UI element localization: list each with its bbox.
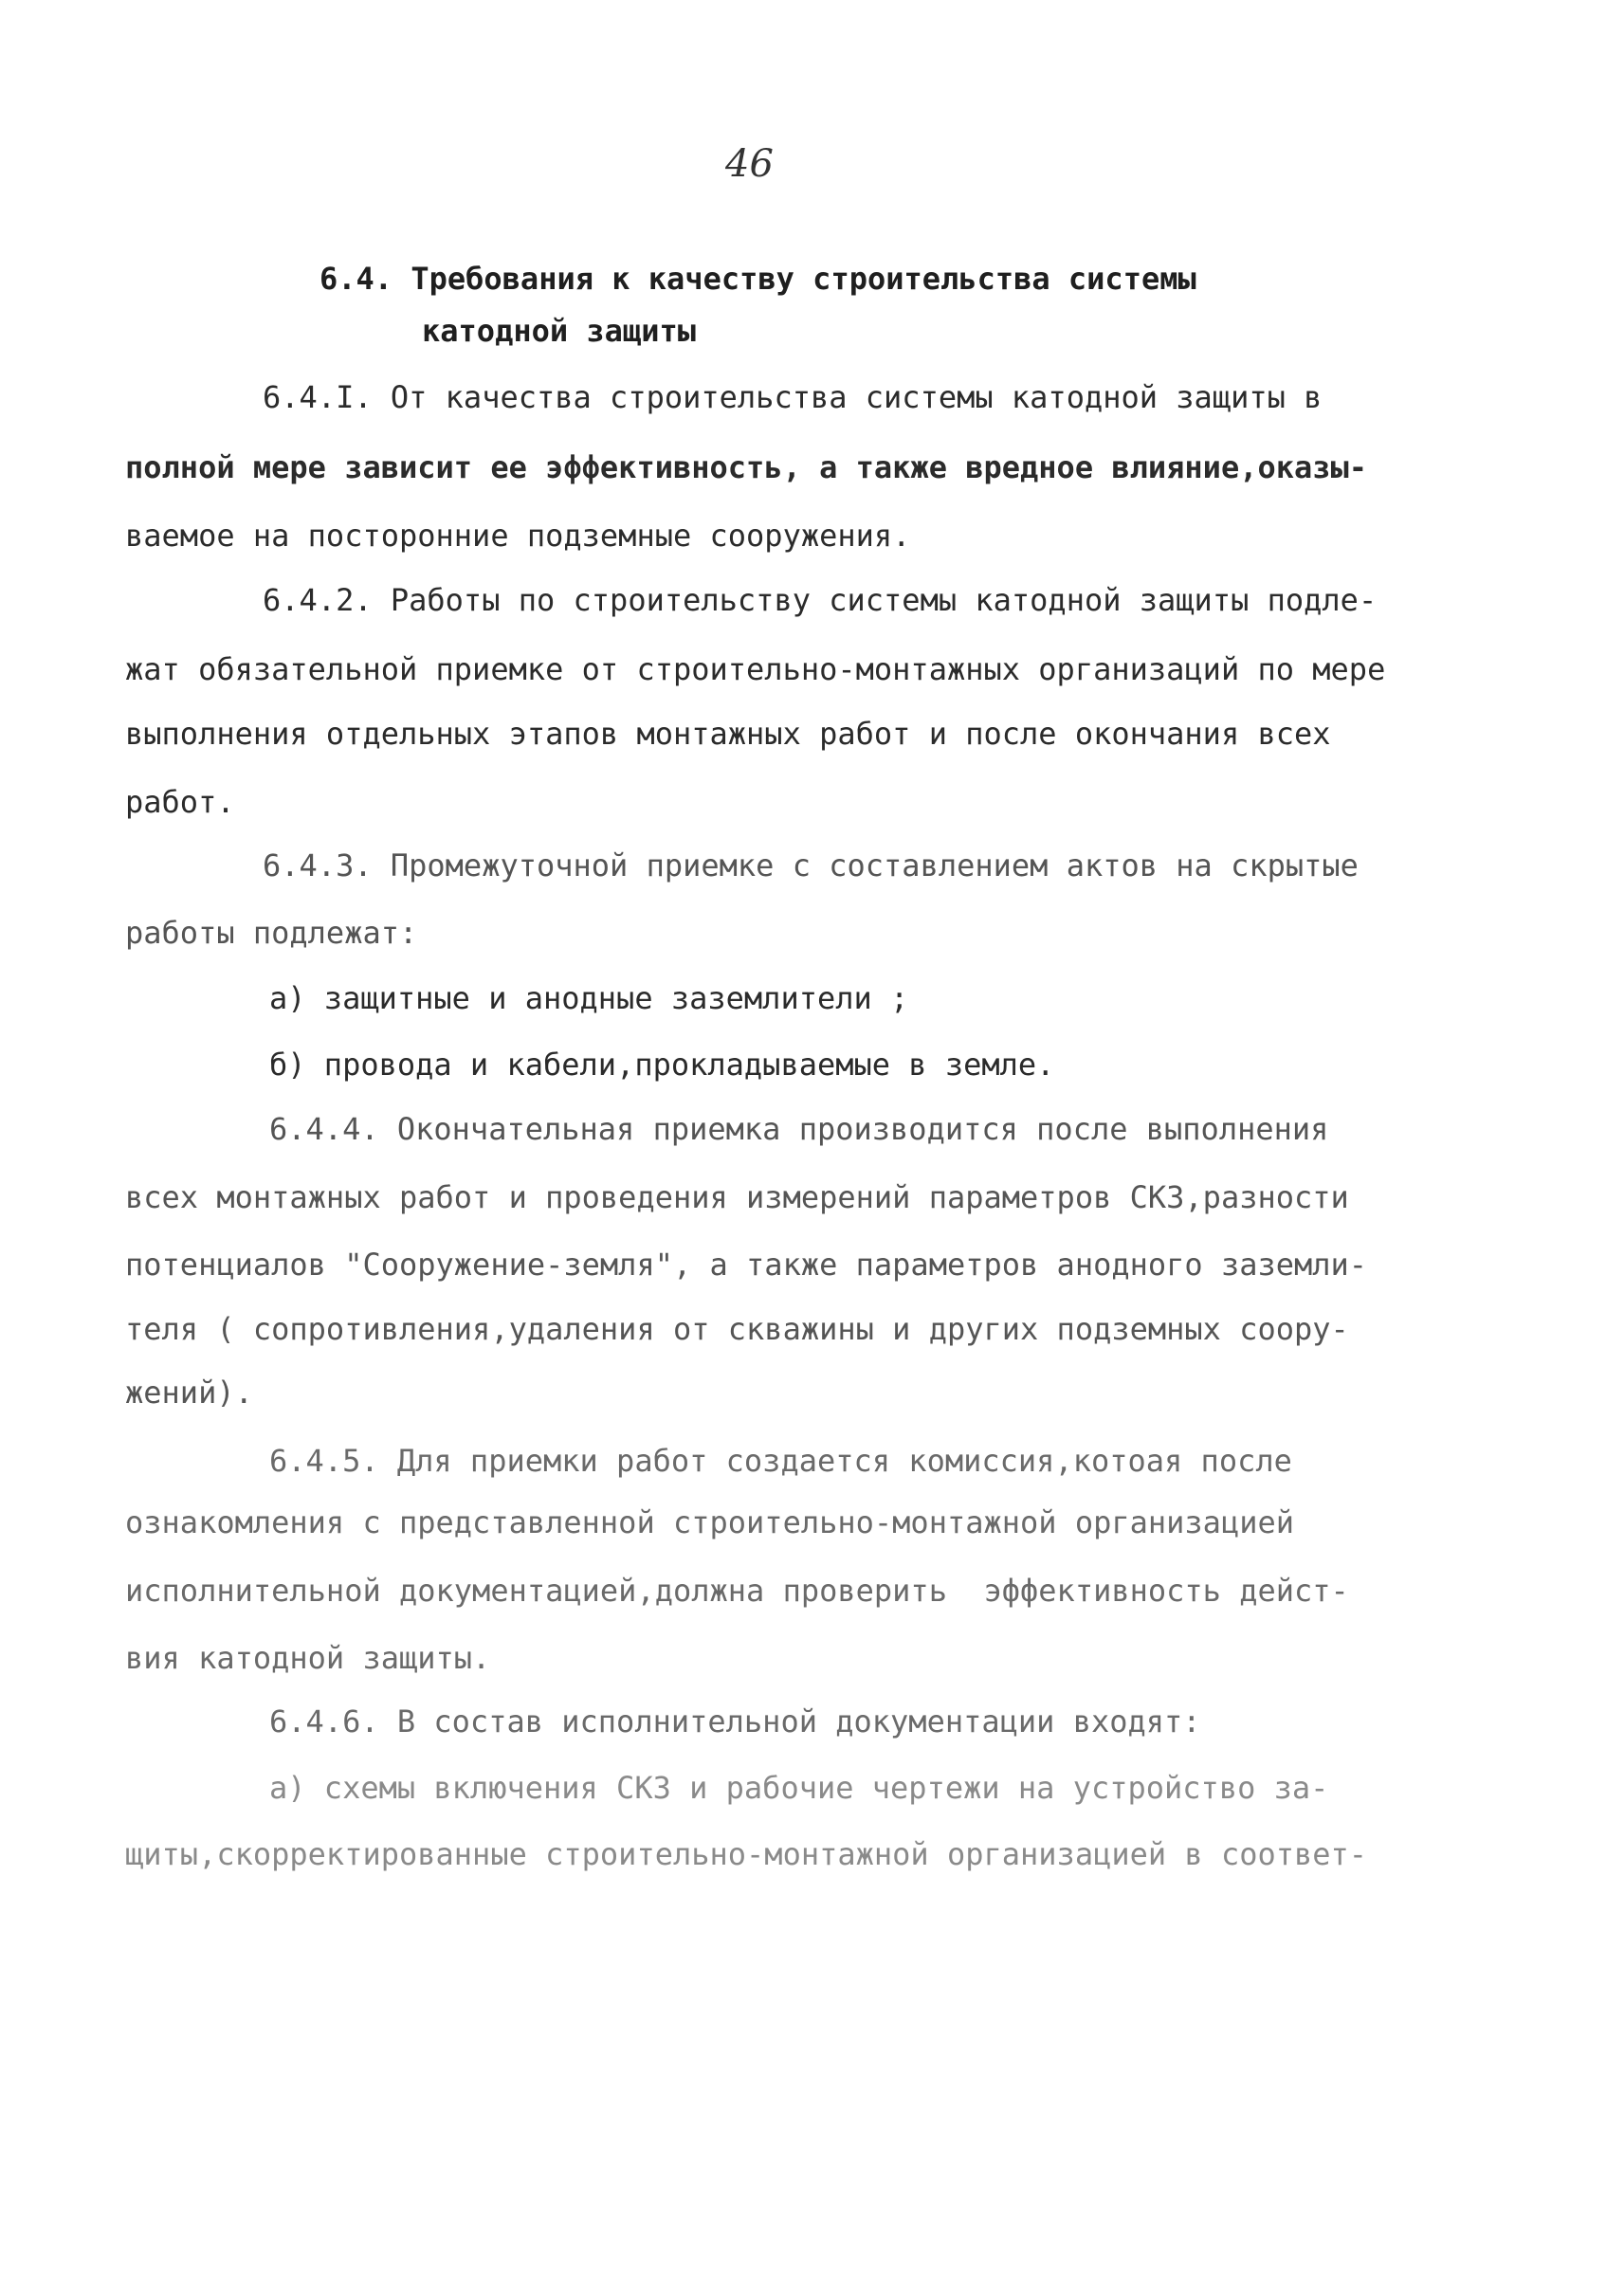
list-item-b: б) провода и кабели,прокладываемые в земле. — [269, 1047, 1055, 1083]
paragraph-6-4-1-line-3: ваемое на посторонние подземные сооружения. — [125, 518, 911, 554]
paragraph-6-4-2-line-3: выполнения отдельных этапов монтажных работ и после окончания всех — [125, 716, 1331, 752]
section-title-line-2: катодной защиты — [422, 313, 696, 349]
paragraph-6-4-6-line-1: 6.4.6. В состав исполнительной документации входят: — [269, 1703, 1201, 1739]
paragraph-6-4-5-line-3: исполнительной документацией,должна проверить эффективность дейст- — [125, 1573, 1349, 1609]
paragraph-6-4-6-line-2: а) схемы включения СКЗ и рабочие чертежи на устройство за- — [269, 1770, 1329, 1806]
paragraph-6-4-5-line-4: вия катодной защиты. — [125, 1640, 491, 1676]
paragraph-6-4-3-line-1: 6.4.3. Промежуточной приемке с составлением актов на скрытые — [263, 847, 1359, 883]
paragraph-6-4-5-line-1: 6.4.5. Для приемки работ создается комиссия,котоая после — [269, 1443, 1292, 1479]
paragraph-6-4-4-line-5: жений). — [125, 1375, 253, 1411]
paragraph-6-4-2-line-1: 6.4.2. Работы по строительству системы катодной защиты подле- — [263, 582, 1378, 618]
section-title-line-1: 6.4. Требования к качеству строительства системы — [319, 261, 1196, 297]
paragraph-6-4-2-line-2: жат обязательной приемке от строительно-монтажных организаций по мере — [125, 651, 1386, 687]
paragraph-6-4-4-line-2: всех монтажных работ и проведения измерений параметров СКЗ,разности — [125, 1179, 1349, 1215]
paragraph-6-4-5-line-2: ознакомления с представленной строительно-монтажной организацией — [125, 1504, 1294, 1540]
paragraph-6-4-4-line-3: потенциалов "Сооружение-земля", а также параметров анодного заземли- — [125, 1247, 1368, 1283]
list-item-a: а) защитные и анодные заземлители ; — [269, 980, 909, 1016]
paragraph-6-4-6-line-3: щиты,скорректированные строительно-монтажной организацией в соответ- — [125, 1836, 1368, 1872]
paragraph-6-4-3-line-2: работы подлежат: — [125, 915, 418, 951]
paragraph-6-4-1-line-2: полной мере зависит ее эффективность, а также вредное влияние,оказы- — [125, 449, 1368, 485]
page-number: 46 — [725, 142, 774, 186]
paragraph-6-4-4-line-4: теля ( сопротивления,удаления от скважины и других подземных соору- — [125, 1311, 1349, 1347]
paragraph-6-4-1-line-1: 6.4.I. От качества строительства системы катодной защиты в — [263, 379, 1323, 415]
paragraph-6-4-4-line-1: 6.4.4. Окончательная приемка производится после выполнения — [269, 1111, 1329, 1147]
paragraph-6-4-2-line-4: работ. — [125, 784, 235, 820]
